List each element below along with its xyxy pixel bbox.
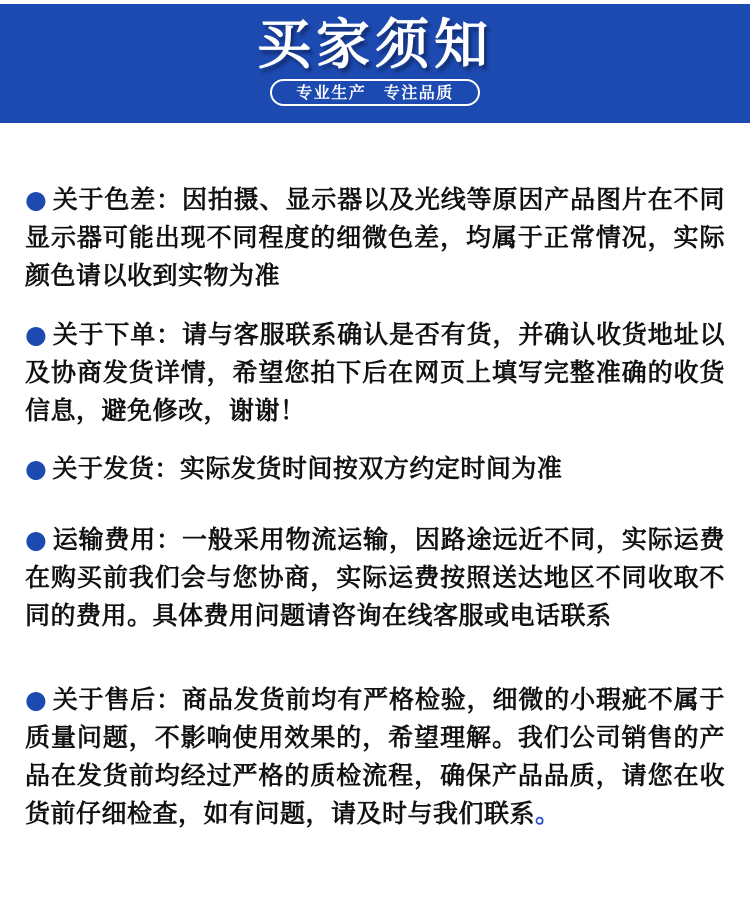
page-title: 买家须知	[257, 13, 493, 76]
bullet-dot-icon: ●	[25, 185, 48, 214]
notice-label: 关于售后：	[52, 685, 183, 714]
notice-body: 商品发货前均有严格检验，细微的小瑕疵不属于质量问题，不影响使用效果的，希望理解。我们公司销售的产品在发货前均经过严格的质检流程，确保产品品质，请您在收货前仔细检查，如有问题，请及时与我们联系	[25, 685, 725, 828]
bullet-dot-icon: ●	[25, 320, 48, 349]
bullet-dot-icon: ●	[25, 454, 48, 483]
notice-list	[0, 181, 750, 833]
notice-label: 关于下单：	[52, 320, 183, 349]
notice-color-difference	[25, 181, 725, 295]
bullet-dot-icon: ●	[25, 525, 48, 554]
notice-label: 运输费用：	[52, 525, 183, 554]
slogan-badge: 专业生产 专注品质	[270, 79, 480, 106]
notice-body: 实际发货时间按双方约定时间为准	[179, 454, 563, 483]
notice-after-sales	[25, 681, 725, 833]
notice-shipping-time	[25, 450, 725, 488]
notice-body: 因拍摄、显示器以及光线等原因产品图片在不同显示器可能出现不同程度的细微色差，均属于正常情况，实际颜色请以收到实物为准	[25, 185, 725, 290]
notice-body: 请与客服联系确认是否有货，并确认收货地址以及协商发货详情，希望您拍下后在网页上填写完整准确的收货信息，避免修改，谢谢！	[25, 320, 725, 425]
notice-tail: 。	[535, 799, 561, 828]
bullet-dot-icon: ●	[25, 685, 48, 714]
header-banner	[0, 4, 750, 123]
notice-label: 关于发货：	[52, 454, 180, 483]
notice-body: 一般采用物流运输，因路途远近不同，实际运费在购买前我们会与您协商，实际运费按照送达地区不同收取不同的费用。具体费用问题请咨询在线客服或电话联系	[25, 525, 725, 630]
notice-freight-cost	[25, 521, 725, 635]
notice-label: 关于色差：	[52, 185, 183, 214]
notice-ordering	[25, 316, 725, 430]
